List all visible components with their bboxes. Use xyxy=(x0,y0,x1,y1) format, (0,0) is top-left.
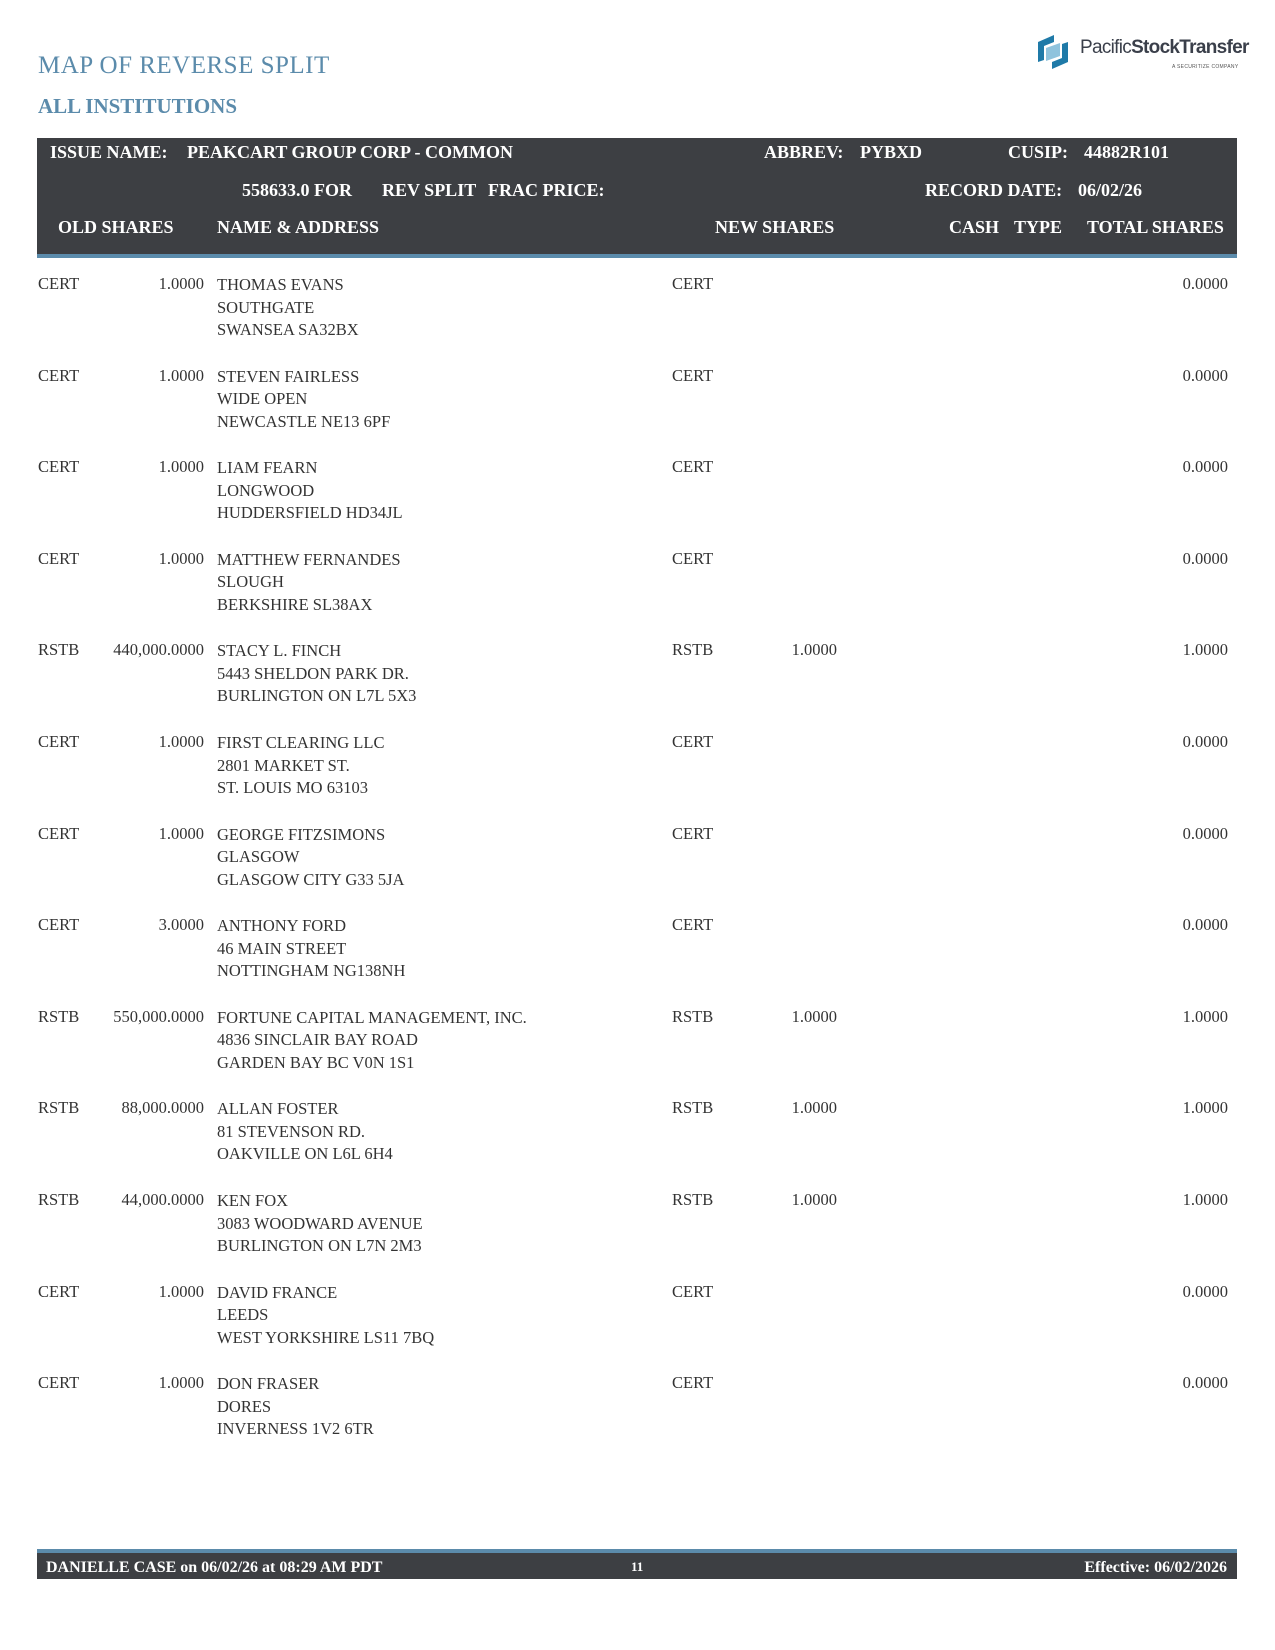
company-logo xyxy=(1032,32,1249,76)
cert-type: CERT xyxy=(38,1373,80,1393)
table-row xyxy=(0,1282,1275,1374)
address-line-1: LONGWOOD xyxy=(217,480,315,500)
table-row xyxy=(0,824,1275,916)
old-shares: 88,000.0000 xyxy=(121,1098,204,1118)
table-row xyxy=(0,1373,1275,1465)
name-address xyxy=(217,457,403,525)
name-address xyxy=(217,824,404,892)
col-cash: CASH xyxy=(949,217,1000,237)
report-footer xyxy=(37,1549,1237,1579)
holder-name: DON FRASER xyxy=(217,1374,320,1394)
holder-name: FIRST CLEARING LLC xyxy=(217,733,385,752)
table-row xyxy=(0,274,1275,366)
old-shares: 44,000.0000 xyxy=(121,1190,204,1209)
address-line-1: 81 STEVENSON RD. xyxy=(217,1121,366,1141)
total-shares: 0.0000 xyxy=(1182,274,1228,293)
old-shares: 1.0000 xyxy=(158,1281,204,1301)
cert-type: CERT xyxy=(38,732,80,751)
name-address xyxy=(217,1373,374,1441)
name-address xyxy=(217,732,384,800)
name-address xyxy=(217,1007,527,1075)
name-address xyxy=(217,915,405,983)
old-shares: 440,000.0000 xyxy=(113,640,204,660)
holder-name: MATTHEW FERNANDES xyxy=(217,549,401,569)
issue-name: PEAKCART GROUP CORP - COMMON xyxy=(187,142,514,162)
new-cert-type: CERT xyxy=(672,915,714,935)
record-date-value: 06/02/26 xyxy=(1078,180,1143,200)
cert-type: RSTB xyxy=(38,1098,80,1118)
frac-price-label: FRAC PRICE: xyxy=(488,180,605,200)
cert-type: CERT xyxy=(38,548,80,568)
address-line-2: BURLINGTON ON L7L 5X3 xyxy=(217,686,417,706)
footer-user-stamp: DANIELLE CASE on 06/02/26 at 08:29 AM PDT xyxy=(46,1559,383,1576)
table-row xyxy=(0,640,1275,732)
holder-name: FORTUNE CAPITAL MANAGEMENT, INC. xyxy=(217,1007,527,1027)
col-new-shares: NEW SHARES xyxy=(715,217,835,237)
old-shares: 1.0000 xyxy=(158,548,204,568)
old-shares: 1.0000 xyxy=(158,732,204,751)
address-line-2: WEST YORKSHIRE LS11 7BQ xyxy=(217,1327,435,1347)
old-shares: 1.0000 xyxy=(158,1373,204,1393)
old-shares: 1.0000 xyxy=(158,365,204,385)
table-row xyxy=(0,549,1275,641)
table-row xyxy=(0,366,1275,458)
new-shares: 1.0000 xyxy=(791,1098,837,1118)
total-shares: 0.0000 xyxy=(1182,1281,1228,1301)
name-address xyxy=(217,1190,423,1258)
total-shares: 1.0000 xyxy=(1182,640,1228,660)
table-row xyxy=(0,1098,1275,1190)
new-shares: 1.0000 xyxy=(791,1190,837,1209)
cusip-label: CUSIP: xyxy=(1008,142,1069,162)
address-line-1: 46 MAIN STREET xyxy=(217,938,347,958)
total-shares: 0.0000 xyxy=(1182,915,1228,935)
name-address xyxy=(217,1282,434,1350)
address-line-1: WIDE OPEN xyxy=(217,389,308,409)
col-type: TYPE xyxy=(1014,217,1063,237)
cert-type: CERT xyxy=(38,1281,80,1301)
abbrev-label: ABBREV: xyxy=(764,142,844,162)
old-shares: 1.0000 xyxy=(158,457,204,477)
new-cert-type: RSTB xyxy=(672,1006,714,1026)
address-line-2: SWANSEA SA32BX xyxy=(217,320,359,339)
address-line-1: 2801 MARKET ST. xyxy=(217,755,350,775)
old-shares: 1.0000 xyxy=(158,823,204,843)
logo-tagline: A SECURITIZE COMPANY xyxy=(1172,64,1239,70)
total-shares: 1.0000 xyxy=(1182,1190,1228,1209)
address-line-2: HUDDERSFIELD HD34JL xyxy=(217,503,403,523)
total-shares: 0.0000 xyxy=(1182,365,1228,385)
cert-type: CERT xyxy=(38,915,80,935)
new-shares: 1.0000 xyxy=(791,640,837,660)
page-number: 11 xyxy=(631,1559,644,1574)
total-shares: 0.0000 xyxy=(1182,548,1228,568)
address-line-1: 3083 WOODWARD AVENUE xyxy=(217,1213,423,1233)
holder-name: LIAM FEARN xyxy=(217,458,318,478)
address-line-2: ST. LOUIS MO 63103 xyxy=(217,778,368,797)
new-cert-type: CERT xyxy=(672,823,714,843)
new-cert-type: CERT xyxy=(672,1373,714,1393)
old-shares: 550,000.0000 xyxy=(113,1006,204,1026)
address-line-2: GLASGOW CITY G33 5JA xyxy=(217,869,405,889)
holder-name: STEVEN FAIRLESS xyxy=(217,366,360,386)
address-line-2: OAKVILLE ON L6L 6H4 xyxy=(217,1144,393,1164)
holder-name: ALLAN FOSTER xyxy=(217,1099,339,1119)
name-address xyxy=(217,366,390,434)
address-line-1: SOUTHGATE xyxy=(217,297,315,317)
cert-type: CERT xyxy=(38,274,80,293)
new-shares: 1.0000 xyxy=(791,1006,837,1026)
report-title: MAP OF REVERSE SPLIT xyxy=(38,52,330,79)
cusip-value: 44882R101 xyxy=(1084,142,1169,162)
new-cert-type: RSTB xyxy=(672,1098,714,1118)
new-cert-type: CERT xyxy=(672,548,714,568)
name-address xyxy=(217,274,359,342)
cert-type: CERT xyxy=(38,823,80,843)
total-shares: 1.0000 xyxy=(1182,1006,1228,1026)
issue-name-label: ISSUE NAME: xyxy=(50,142,168,162)
address-line-1: SLOUGH xyxy=(217,572,284,592)
address-line-1: DORES xyxy=(217,1396,272,1416)
new-cert-type: RSTB xyxy=(672,640,714,660)
total-shares: 0.0000 xyxy=(1182,823,1228,843)
address-line-2: NOTTINGHAM NG138NH xyxy=(217,961,406,981)
record-date-label: RECORD DATE: xyxy=(925,180,1063,200)
address-line-1: 5443 SHELDON PARK DR. xyxy=(217,663,409,683)
total-shares: 1.0000 xyxy=(1182,1098,1228,1118)
total-shares: 0.0000 xyxy=(1182,1373,1228,1393)
cert-type: RSTB xyxy=(38,1190,80,1209)
name-address xyxy=(217,640,416,708)
address-line-2: INVERNESS 1V2 6TR xyxy=(217,1419,374,1439)
table-row xyxy=(0,1007,1275,1099)
address-line-1: GLASGOW xyxy=(217,847,300,867)
col-old-shares: OLD SHARES xyxy=(58,217,174,237)
col-name-address: NAME & ADDRESS xyxy=(217,217,380,237)
new-cert-type: CERT xyxy=(672,732,714,751)
holder-name: KEN FOX xyxy=(217,1191,289,1210)
table-row xyxy=(0,915,1275,1007)
abbrev-value: PYBXD xyxy=(860,142,922,162)
holder-name: ANTHONY FORD xyxy=(217,916,347,936)
new-cert-type: CERT xyxy=(672,274,714,293)
cert-type: RSTB xyxy=(38,1006,80,1026)
col-total-shares: TOTAL SHARES xyxy=(1087,217,1224,237)
report-header xyxy=(37,138,1237,258)
holder-name: STACY L. FINCH xyxy=(217,641,342,661)
address-line-1: LEEDS xyxy=(217,1305,269,1325)
address-line-2: BERKSHIRE SL38AX xyxy=(217,594,373,614)
footer-effective-date: Effective: 06/02/2026 xyxy=(1084,1559,1227,1576)
cert-type: RSTB xyxy=(38,640,80,660)
address-line-2: GARDEN BAY BC V0N 1S1 xyxy=(217,1052,415,1072)
table-row xyxy=(0,732,1275,824)
logo-mark-icon xyxy=(1032,32,1074,72)
address-line-2: NEWCASTLE NE13 6PF xyxy=(217,411,391,431)
old-shares: 3.0000 xyxy=(158,915,204,935)
address-line-2: BURLINGTON ON L7N 2M3 xyxy=(217,1236,422,1255)
holder-name: DAVID FRANCE xyxy=(217,1282,338,1302)
total-shares: 0.0000 xyxy=(1182,732,1228,751)
table-row xyxy=(0,457,1275,549)
table-row xyxy=(0,1190,1275,1282)
new-cert-type: CERT xyxy=(672,365,714,385)
address-line-1: 4836 SINCLAIR BAY ROAD xyxy=(217,1030,418,1050)
new-cert-type: CERT xyxy=(672,1281,714,1301)
logo-wordmark: PacificStockTransfer xyxy=(1080,37,1249,58)
old-shares: 1.0000 xyxy=(158,274,204,293)
cert-type: CERT xyxy=(38,457,80,477)
new-cert-type: RSTB xyxy=(672,1190,714,1209)
new-cert-type: CERT xyxy=(672,457,714,477)
name-address xyxy=(217,1098,393,1166)
split-ratio: 558633.0 FOR xyxy=(242,180,352,200)
rev-split-label: REV SPLIT xyxy=(382,180,477,200)
holder-name: GEORGE FITZSIMONS xyxy=(217,824,386,844)
name-address xyxy=(217,549,401,617)
cert-type: CERT xyxy=(38,365,80,385)
total-shares: 0.0000 xyxy=(1182,457,1228,477)
holder-name: THOMAS EVANS xyxy=(217,275,344,294)
report-subtitle: ALL INSTITUTIONS xyxy=(38,94,237,118)
